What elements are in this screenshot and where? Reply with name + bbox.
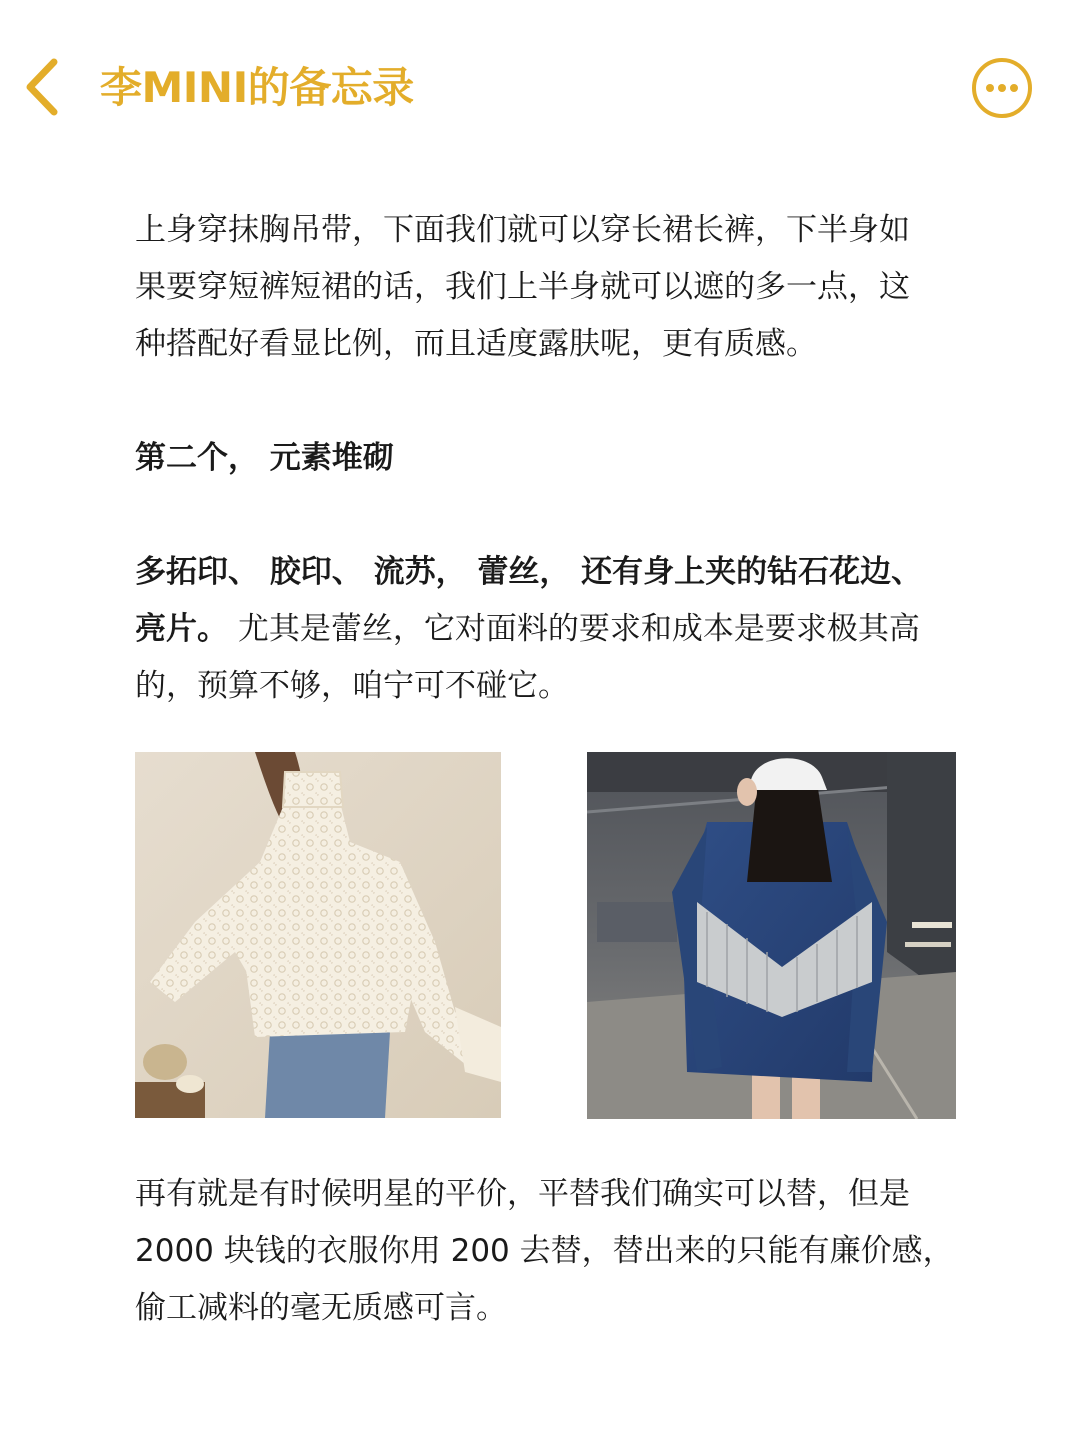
photo-denim-jacket[interactable]: [587, 752, 956, 1119]
section-heading: 第二个， 元素堆砌: [135, 440, 394, 476]
back-button[interactable]: [14, 52, 70, 122]
bold-text: 多拓印、 胶印、 流苏， 蕾丝， 还有身上夹的钻石花边、: [135, 554, 923, 590]
bold-text: 亮片。: [135, 611, 228, 647]
photo-lace-top[interactable]: [135, 752, 501, 1118]
more-options-button[interactable]: [970, 56, 1034, 120]
text-line: 果要穿短裤短裙的话，我们上半身就可以遮的多一点，这: [135, 269, 910, 305]
paragraph-intro: [135, 202, 975, 373]
text-line: 再有就是有时候明星的平价，平替我们确实可以替，但是: [135, 1176, 910, 1212]
page-title: 李MINI的备忘录: [100, 63, 414, 112]
denim-jacket-image: [587, 752, 956, 1119]
lace-top-image: [135, 752, 501, 1118]
text-line: 2000 块钱的衣服你用 200 去替，替出来的只能有廉价感，: [135, 1233, 954, 1269]
paragraph-dupes: [135, 1166, 975, 1337]
text-line: [135, 544, 975, 601]
text-line: 上身穿抹胸吊带，下面我们就可以穿长裙长裤，下半身如: [135, 212, 910, 248]
normal-text: 的，预算不够，咱宁可不碰它。: [135, 668, 569, 704]
top-bar: [0, 0, 1080, 180]
text-line: 偷工减料的毫无质感可言。: [135, 1290, 507, 1326]
text-line: 种搭配好看显比例，而且适度露肤呢，更有质感。: [135, 326, 817, 362]
text-line: [135, 601, 975, 658]
more-horizontal-circle-icon: [970, 56, 1034, 120]
chevron-left-icon: [14, 52, 70, 122]
paragraph-elements: [135, 544, 975, 715]
normal-text: 尤其是蕾丝，它对面料的要求和成本是要求极其高: [228, 611, 920, 647]
text-line: [135, 658, 975, 715]
